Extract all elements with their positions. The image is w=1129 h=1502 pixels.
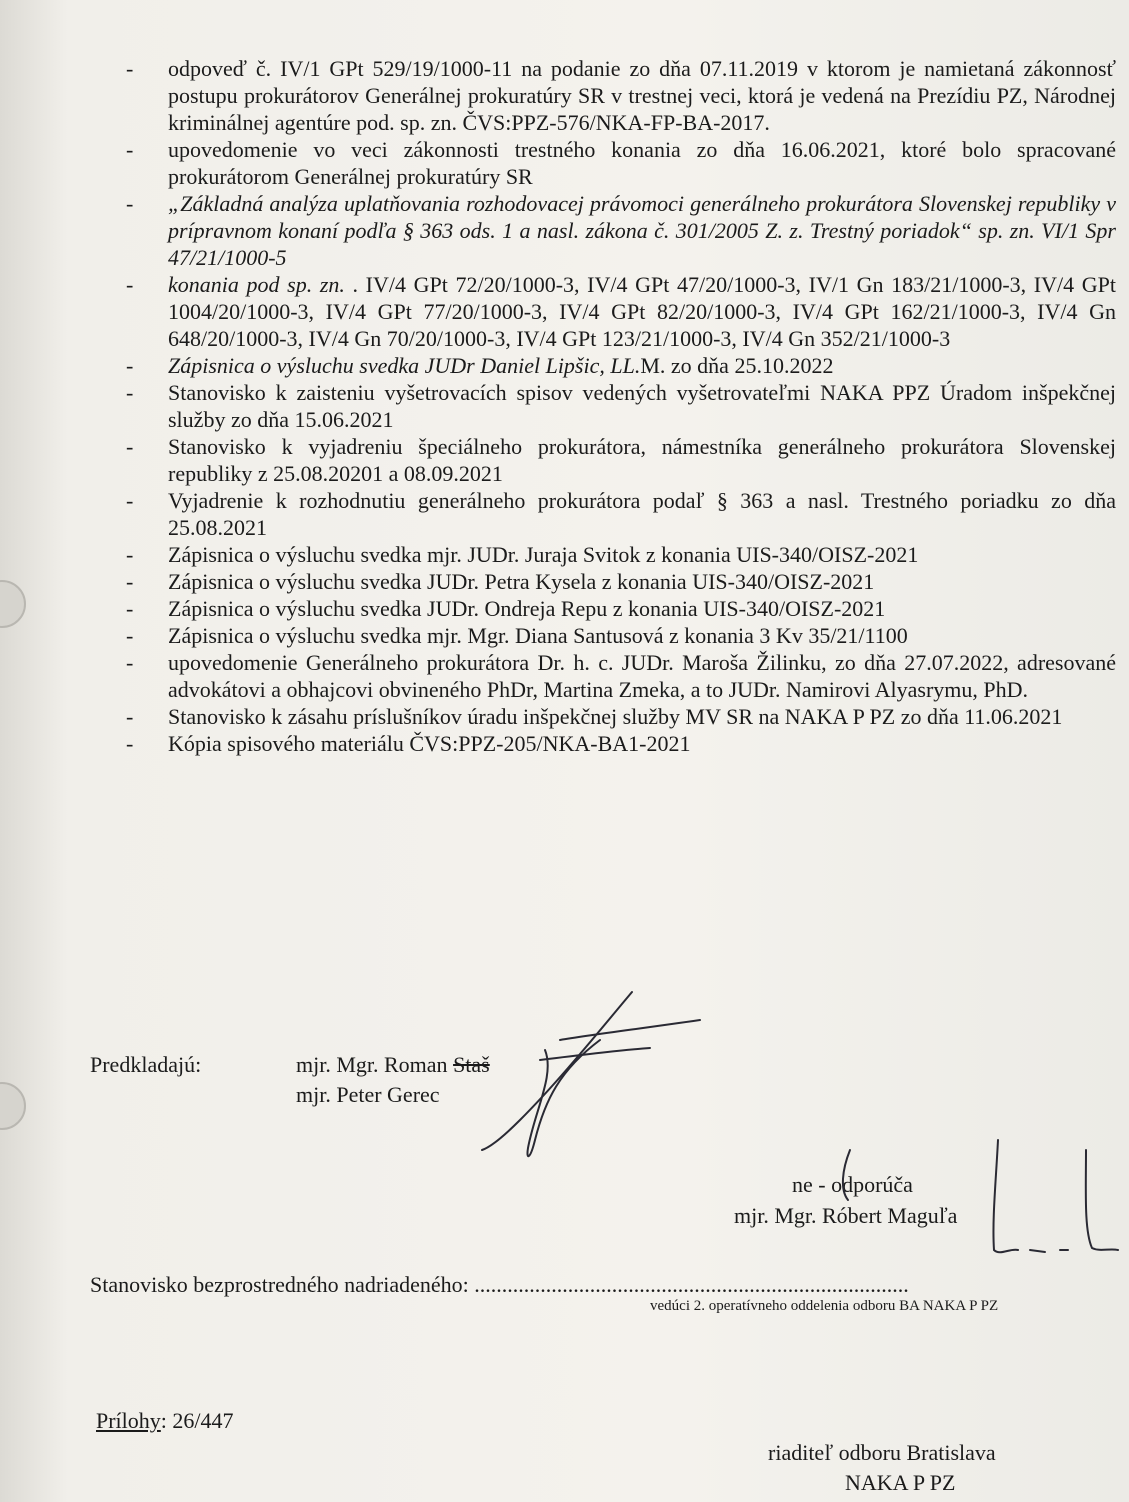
- list-dash: -: [126, 569, 134, 594]
- list-dash: -: [126, 704, 134, 729]
- prilohy-value: : 26/447: [160, 1408, 234, 1433]
- attachment-item-text: upovedomenie vo veci zákonnosti trestného konania zo dňa 16.06.2021, ktoré bolo spracované prokurátorom Generálnej prokuratúry SR: [168, 137, 1116, 189]
- submitter-1: [296, 1052, 490, 1078]
- attachment-item: [126, 649, 1116, 703]
- list-dash: -: [126, 272, 134, 297]
- stanovisko-dots: ...............................................................................: [474, 1272, 909, 1297]
- list-dash: -: [126, 596, 134, 621]
- attachment-item: [126, 622, 1116, 649]
- list-dash: -: [126, 56, 134, 81]
- odporuca-name: mjr. Mgr. Róbert Maguľa: [734, 1203, 958, 1228]
- list-dash: -: [126, 623, 134, 648]
- attachment-item-text: Vyjadrenie k rozhodnutiu generálneho prokurátora podaľ § 363 a nasl. Trestného poriadku zo dňa 25.08.2021: [168, 488, 1116, 540]
- attachment-item-text: . IV/4 GPt 72/20/1000-3, IV/4 GPt 47/20/1000-3, IV/1 Gn 183/21/1000-3, IV/4 GPt 1004/20/1000-3, IV/4 GPt 77/20/1000-3, IV/4 GPt 82/20/1000-3, IV/4 GPt 162/21/1000-3, IV/4 Gn 648/20/1000-3, IV/4 Gn 70/20/1000-3, IV/4 GPt 123/21/1000-3, IV/4 Gn 352/21/1000-3: [168, 272, 1116, 351]
- attachment-item-text: Zápisnica o výsluchu svedka mjr. JUDr. Juraja Svitok z konania UIS-340/OISZ-2021: [168, 542, 919, 567]
- punch-hole: [0, 1082, 26, 1130]
- attachment-item-text: Stanovisko k zaisteniu vyšetrovacích spisov vedených vyšetrovateľmi NAKA PPZ Úradom inšpekčnej služby zo dňa 15.06.2021: [168, 380, 1116, 432]
- list-dash: -: [126, 650, 134, 675]
- attachment-item: [126, 379, 1116, 433]
- list-dash: -: [126, 353, 134, 378]
- list-dash: -: [126, 434, 134, 459]
- attachment-item-text: odpoveď č. IV/1 GPt 529/19/1000-11 na podanie zo dňa 07.11.2019 v ktorom je namietaná zákonnosť postupu prokurátorov Generálnej prokuratúry SR v trestnej veci, ktorá je vedená na Prezídiu PZ, Národnej kriminálnej agentúre pod. sp. zn. ČVS:PPZ-576/NKA-FP-BA-2017.: [168, 56, 1116, 135]
- list-dash: -: [126, 191, 134, 216]
- attachment-item: [126, 703, 1116, 730]
- attachment-item: [126, 568, 1116, 595]
- attachment-item-text: Zápisnica o výsluchu svedka JUDr. Petra Kysela z konania UIS-340/OISZ-2021: [168, 569, 875, 594]
- attachment-item: [126, 271, 1116, 352]
- prilohy-label: Prílohy: [96, 1408, 161, 1433]
- prilohy-line: [96, 1408, 234, 1434]
- list-dash: -: [126, 137, 134, 162]
- odporuca-line: [792, 1172, 913, 1198]
- attachment-item-text: Stanovisko k vyjadreniu špeciálneho prokurátora, námestníka generálneho prokurátora Slovenskej republiky z 25.08.20201 a 08.09.2021: [168, 434, 1116, 486]
- attachment-item-text: Stanovisko k zásahu príslušníkov úradu inšpekčnej služby MV SR na NAKA P PZ zo dňa 11.06.2021: [168, 704, 1063, 729]
- list-dash: -: [126, 488, 134, 513]
- attachment-item-text: Kópia spisového materiálu ČVS:PPZ-205/NKA-BA1-2021: [168, 731, 691, 756]
- submitter-1-name: mjr. Mgr. Roman: [296, 1052, 454, 1077]
- attachment-item-text: Zápisnica o výsluchu svedka JUDr. Ondreja Repu z konania UIS-340/OISZ-2021: [168, 596, 886, 621]
- attachment-item: [126, 433, 1116, 487]
- stanovisko-label: Stanovisko bezprostredného nadriadeného:: [90, 1272, 469, 1297]
- attachment-item-text: M. zo dňa 25.10.2022: [640, 353, 834, 378]
- list-dash: -: [126, 380, 134, 405]
- attachment-item-text: „Základná analýza uplatňovania rozhodovacej právomoci generálneho prokurátora Slovenskej republiky v prípravnom konaní podľa § 363 ods. 1 a nasl. zákona č. 301/2005 Z. z. Trestný poriadok“ sp. zn. VI/1 Spr 47/21/1000-5: [168, 191, 1116, 270]
- odporuca-prefix: ne -: [792, 1172, 832, 1197]
- attachment-item: [126, 730, 1116, 757]
- attachment-item: [126, 595, 1116, 622]
- odporuca-word: odporúča: [831, 1172, 913, 1197]
- list-dash: -: [126, 542, 134, 567]
- director-title: riaditeľ odboru Bratislava: [768, 1440, 996, 1465]
- stanovisko-role: vedúci 2. operatívneho oddelenia odboru BA NAKA P PZ: [650, 1298, 999, 1314]
- list-dash: -: [126, 731, 134, 756]
- attachment-item: [126, 136, 1116, 190]
- submitter-2: mjr. Peter Gerec: [296, 1082, 440, 1107]
- stanovisko-line: [90, 1272, 1120, 1298]
- director-unit: NAKA P PZ: [845, 1470, 956, 1495]
- attachment-item-italic: konania pod sp. zn.: [168, 272, 345, 297]
- attachment-item-text: upovedomenie Generálneho prokurátora Dr. h. c. JUDr. Maroša Žilinku, zo dňa 27.07.2022, adresované advokátovi a obhajcovi obvineného PhDr, Martina Zmeka, a to JUDr. Namirovi Alyasrymu, PhD.: [168, 650, 1116, 702]
- punch-hole: [0, 580, 26, 628]
- attachment-item: [126, 541, 1116, 568]
- attachment-item: [126, 487, 1116, 541]
- attachment-item: [126, 55, 1116, 136]
- attachment-item: [126, 190, 1116, 271]
- attachment-item-italic: Zápisnica o výsluchu svedka JUDr Daniel Lipšic, LL.: [168, 353, 641, 378]
- attachment-list: [126, 55, 1116, 757]
- predkladaju-label: Predkladajú:: [90, 1052, 202, 1077]
- submitter-1-surname: Staš: [453, 1052, 490, 1077]
- attachment-item-text: Zápisnica o výsluchu svedka mjr. Mgr. Diana Santusová z konania 3 Kv 35/21/1100: [168, 623, 908, 648]
- attachment-item: [126, 352, 1116, 379]
